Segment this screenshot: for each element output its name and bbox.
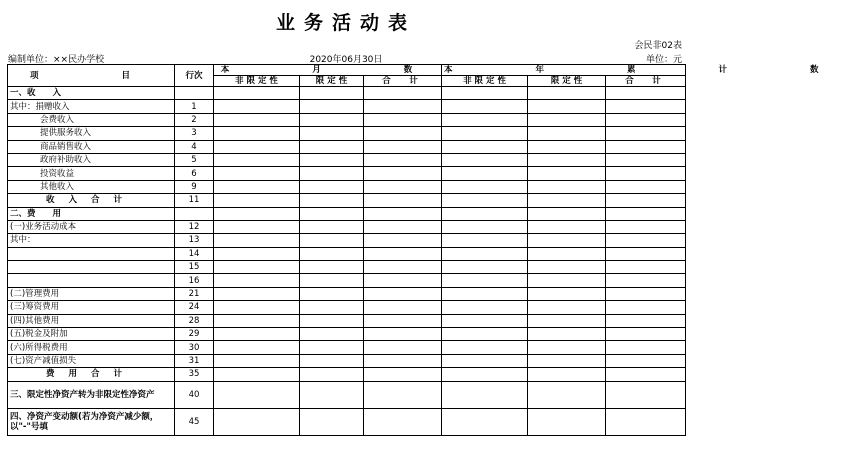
value-cell[interactable] — [442, 261, 528, 274]
value-cell[interactable] — [364, 194, 442, 207]
value-cell[interactable] — [606, 167, 686, 180]
table-row — [8, 153, 686, 166]
row-number: 1 — [175, 100, 214, 113]
value-cell[interactable] — [214, 180, 300, 193]
table-row — [8, 408, 686, 435]
value-cell[interactable] — [528, 180, 606, 193]
report-date: 2020年06月30日 — [309, 55, 383, 65]
value-cell[interactable] — [300, 301, 364, 314]
value-cell[interactable] — [606, 354, 686, 367]
value-cell[interactable] — [528, 234, 606, 247]
row-number: 4 — [175, 140, 214, 153]
value-cell[interactable] — [364, 100, 442, 113]
value-cell[interactable] — [364, 87, 442, 100]
activity-statement-table — [7, 64, 841, 436]
value-cell[interactable] — [300, 87, 364, 100]
value-cell[interactable] — [300, 207, 364, 220]
value-cell[interactable] — [442, 207, 528, 220]
header-ytd: 本 年 累 计 数 — [442, 65, 686, 76]
value-cell[interactable] — [442, 87, 528, 100]
row-number: 35 — [175, 368, 214, 381]
row-number — [175, 207, 214, 220]
value-cell[interactable] — [606, 180, 686, 193]
table-row — [8, 354, 686, 367]
header-current-month: 本 月 数 — [214, 65, 442, 76]
value-cell[interactable] — [528, 127, 606, 140]
header-total: 合 计 — [606, 76, 686, 87]
row-number: 15 — [175, 261, 214, 274]
value-cell[interactable] — [300, 113, 364, 126]
value-cell[interactable] — [214, 87, 300, 100]
value-cell[interactable] — [528, 220, 606, 233]
value-cell[interactable] — [606, 341, 686, 354]
value-cell[interactable] — [528, 87, 606, 100]
value-cell[interactable] — [528, 354, 606, 367]
row-item-label: 一、收 入 — [8, 87, 175, 100]
value-cell[interactable] — [214, 153, 300, 166]
header-unrestricted: 非 限 定 性 — [214, 76, 300, 87]
value-cell[interactable] — [300, 368, 364, 381]
value-cell[interactable] — [442, 408, 528, 435]
value-cell[interactable] — [528, 408, 606, 435]
row-item-label: (六)所得税费用 — [8, 341, 175, 354]
table-row — [8, 381, 686, 408]
table-row — [8, 167, 686, 180]
value-cell[interactable] — [442, 127, 528, 140]
value-cell[interactable] — [442, 194, 528, 207]
value-cell[interactable] — [300, 234, 364, 247]
value-cell[interactable] — [442, 100, 528, 113]
row-number: 28 — [175, 314, 214, 327]
value-cell[interactable] — [300, 381, 364, 408]
row-item-label — [8, 247, 175, 260]
value-cell[interactable] — [606, 220, 686, 233]
value-cell[interactable] — [214, 194, 300, 207]
row-item-label: 四、净资产变动额(若为净资产减少额，以"-"号填 — [8, 408, 175, 435]
table-row — [8, 341, 686, 354]
value-cell[interactable] — [606, 408, 686, 435]
value-cell[interactable] — [442, 314, 528, 327]
value-cell[interactable] — [528, 100, 606, 113]
value-cell[interactable] — [214, 368, 300, 381]
value-cell[interactable] — [364, 180, 442, 193]
row-item-label: (二)管理费用 — [8, 287, 175, 300]
row-item-label: (三)筹资费用 — [8, 301, 175, 314]
value-cell[interactable] — [214, 247, 300, 260]
row-number: 45 — [175, 408, 214, 435]
value-cell[interactable] — [214, 100, 300, 113]
value-cell[interactable] — [300, 274, 364, 287]
value-cell[interactable] — [442, 167, 528, 180]
value-cell[interactable] — [214, 234, 300, 247]
value-cell[interactable] — [300, 220, 364, 233]
value-cell[interactable] — [442, 140, 528, 153]
value-cell[interactable] — [606, 247, 686, 260]
value-cell[interactable] — [606, 140, 686, 153]
row-item-label: 会费收入 — [8, 113, 175, 126]
value-cell[interactable] — [364, 408, 442, 435]
row-item-label: (四)其他费用 — [8, 314, 175, 327]
table-row — [8, 301, 686, 314]
value-cell[interactable] — [442, 368, 528, 381]
value-cell[interactable] — [528, 153, 606, 166]
row-number: 11 — [175, 194, 214, 207]
value-cell[interactable] — [364, 381, 442, 408]
header-total: 合 计 — [364, 76, 442, 87]
value-cell[interactable] — [442, 381, 528, 408]
value-cell[interactable] — [300, 100, 364, 113]
row-number: 21 — [175, 287, 214, 300]
value-cell[interactable] — [528, 301, 606, 314]
row-item-label: 三、限定性净资产转为非限定性净资产 — [8, 381, 175, 408]
value-cell[interactable] — [214, 113, 300, 126]
row-item-label: 其中：捐赠收入 — [8, 100, 175, 113]
value-cell[interactable] — [528, 368, 606, 381]
value-cell[interactable] — [606, 314, 686, 327]
row-item-label: 二、费 用 — [8, 207, 175, 220]
value-cell[interactable] — [528, 261, 606, 274]
value-cell[interactable] — [364, 314, 442, 327]
row-number: 31 — [175, 354, 214, 367]
value-cell[interactable] — [214, 274, 300, 287]
value-cell[interactable] — [442, 180, 528, 193]
value-cell[interactable] — [528, 167, 606, 180]
value-cell[interactable] — [364, 287, 442, 300]
value-cell[interactable] — [214, 341, 300, 354]
value-cell[interactable] — [442, 274, 528, 287]
row-item-label: 商品销售收入 — [8, 140, 175, 153]
row-number: 40 — [175, 381, 214, 408]
header-restricted: 限 定 性 — [528, 76, 606, 87]
table-row — [8, 220, 686, 233]
row-item-label: (五)税金及附加 — [8, 328, 175, 341]
value-cell[interactable] — [364, 153, 442, 166]
row-item-label: 费用合计 — [8, 368, 175, 381]
row-number: 3 — [175, 127, 214, 140]
row-item-label: (一)业务活动成本 — [8, 220, 175, 233]
value-cell[interactable] — [606, 301, 686, 314]
value-cell[interactable] — [300, 261, 364, 274]
value-cell[interactable] — [442, 153, 528, 166]
row-item-label — [8, 274, 175, 287]
value-cell[interactable] — [364, 234, 442, 247]
value-cell[interactable] — [214, 381, 300, 408]
row-item-label: (七)资产减值损失 — [8, 354, 175, 367]
value-cell[interactable] — [364, 261, 442, 274]
value-cell[interactable] — [364, 113, 442, 126]
table-row — [8, 127, 686, 140]
table-row — [8, 314, 686, 327]
table-row — [8, 207, 686, 220]
value-cell[interactable] — [442, 301, 528, 314]
value-cell[interactable] — [606, 194, 686, 207]
row-number: 5 — [175, 153, 214, 166]
value-cell[interactable] — [442, 354, 528, 367]
value-cell[interactable] — [214, 408, 300, 435]
table-row — [8, 234, 686, 247]
value-cell[interactable] — [442, 247, 528, 260]
value-cell[interactable] — [606, 368, 686, 381]
value-cell[interactable] — [300, 287, 364, 300]
row-number — [175, 87, 214, 100]
row-item-label: 收入合计 — [8, 194, 175, 207]
form-number: 会民非02表 — [634, 41, 682, 51]
value-cell[interactable] — [606, 261, 686, 274]
value-cell[interactable] — [364, 328, 442, 341]
value-cell[interactable] — [364, 247, 442, 260]
value-cell[interactable] — [214, 261, 300, 274]
value-cell[interactable] — [364, 207, 442, 220]
row-number: 6 — [175, 167, 214, 180]
value-cell[interactable] — [606, 127, 686, 140]
value-cell[interactable] — [300, 127, 364, 140]
value-cell[interactable] — [528, 328, 606, 341]
table-row — [8, 287, 686, 300]
value-cell[interactable] — [528, 113, 606, 126]
value-cell[interactable] — [300, 314, 364, 327]
value-cell[interactable] — [442, 234, 528, 247]
value-cell[interactable] — [528, 194, 606, 207]
table-row — [8, 274, 686, 287]
value-cell[interactable] — [300, 247, 364, 260]
value-cell[interactable] — [364, 140, 442, 153]
value-cell[interactable] — [214, 127, 300, 140]
table-row — [8, 261, 686, 274]
value-cell[interactable] — [364, 354, 442, 367]
value-cell[interactable] — [364, 274, 442, 287]
value-cell[interactable] — [300, 341, 364, 354]
row-number: 24 — [175, 301, 214, 314]
value-cell[interactable] — [364, 341, 442, 354]
row-number: 12 — [175, 220, 214, 233]
value-cell[interactable] — [528, 381, 606, 408]
value-cell[interactable] — [606, 381, 686, 408]
value-cell[interactable] — [528, 140, 606, 153]
value-cell[interactable] — [442, 287, 528, 300]
value-cell[interactable] — [300, 140, 364, 153]
table-row — [8, 87, 686, 100]
table-row — [8, 368, 686, 381]
value-cell[interactable] — [606, 153, 686, 166]
value-cell[interactable] — [214, 314, 300, 327]
header-restricted: 限 定 性 — [300, 76, 364, 87]
value-cell[interactable] — [442, 220, 528, 233]
table-row — [8, 100, 686, 113]
value-cell[interactable] — [528, 247, 606, 260]
value-cell[interactable] — [364, 127, 442, 140]
table-row — [8, 140, 686, 153]
table-row — [8, 247, 686, 260]
value-cell[interactable] — [214, 207, 300, 220]
value-cell[interactable] — [606, 287, 686, 300]
value-cell[interactable] — [300, 167, 364, 180]
value-cell[interactable] — [364, 368, 442, 381]
value-cell[interactable] — [364, 220, 442, 233]
header-row-no: 行次 — [175, 65, 214, 87]
currency-unit: 单位：元 — [645, 55, 682, 65]
value-cell[interactable] — [606, 87, 686, 100]
value-cell[interactable] — [300, 328, 364, 341]
value-cell[interactable] — [528, 287, 606, 300]
value-cell[interactable] — [606, 328, 686, 341]
row-item-label: 政府补助收入 — [8, 153, 175, 166]
value-cell[interactable] — [442, 328, 528, 341]
value-cell[interactable] — [528, 341, 606, 354]
row-number: 14 — [175, 247, 214, 260]
value-cell[interactable] — [528, 314, 606, 327]
value-cell[interactable] — [214, 354, 300, 367]
row-number: 13 — [175, 234, 214, 247]
value-cell[interactable] — [364, 167, 442, 180]
value-cell[interactable] — [214, 301, 300, 314]
row-item-label: 其中： — [8, 234, 175, 247]
value-cell[interactable] — [214, 220, 300, 233]
value-cell[interactable] — [300, 180, 364, 193]
value-cell[interactable] — [300, 408, 364, 435]
value-cell[interactable] — [528, 274, 606, 287]
row-number: 16 — [175, 274, 214, 287]
header-item: 项 目 — [8, 65, 175, 87]
page-title: 业务活动表 — [275, 12, 416, 34]
value-cell[interactable] — [214, 287, 300, 300]
value-cell[interactable] — [606, 234, 686, 247]
value-cell[interactable] — [214, 140, 300, 153]
org-unit: 编制单位：××民办学校 — [8, 55, 105, 65]
row-item-label — [8, 261, 175, 274]
row-number: 29 — [175, 328, 214, 341]
value-cell[interactable] — [300, 153, 364, 166]
value-cell[interactable] — [442, 341, 528, 354]
value-cell[interactable] — [300, 194, 364, 207]
value-cell[interactable] — [606, 207, 686, 220]
row-item-label: 提供服务收入 — [8, 127, 175, 140]
table-row — [8, 328, 686, 341]
table-row — [8, 113, 686, 126]
value-cell[interactable] — [528, 207, 606, 220]
value-cell[interactable] — [606, 274, 686, 287]
value-cell[interactable] — [364, 301, 442, 314]
value-cell[interactable] — [300, 354, 364, 367]
value-cell[interactable] — [606, 113, 686, 126]
value-cell[interactable] — [214, 167, 300, 180]
table-row — [8, 180, 686, 193]
value-cell[interactable] — [214, 328, 300, 341]
row-number: 30 — [175, 341, 214, 354]
header-unrestricted: 非 限 定 性 — [442, 76, 528, 87]
row-number: 9 — [175, 180, 214, 193]
value-cell[interactable] — [606, 100, 686, 113]
value-cell[interactable] — [442, 113, 528, 126]
row-item-label: 投资收益 — [8, 167, 175, 180]
table-row — [8, 194, 686, 207]
row-item-label: 其他收入 — [8, 180, 175, 193]
row-number: 2 — [175, 113, 214, 126]
